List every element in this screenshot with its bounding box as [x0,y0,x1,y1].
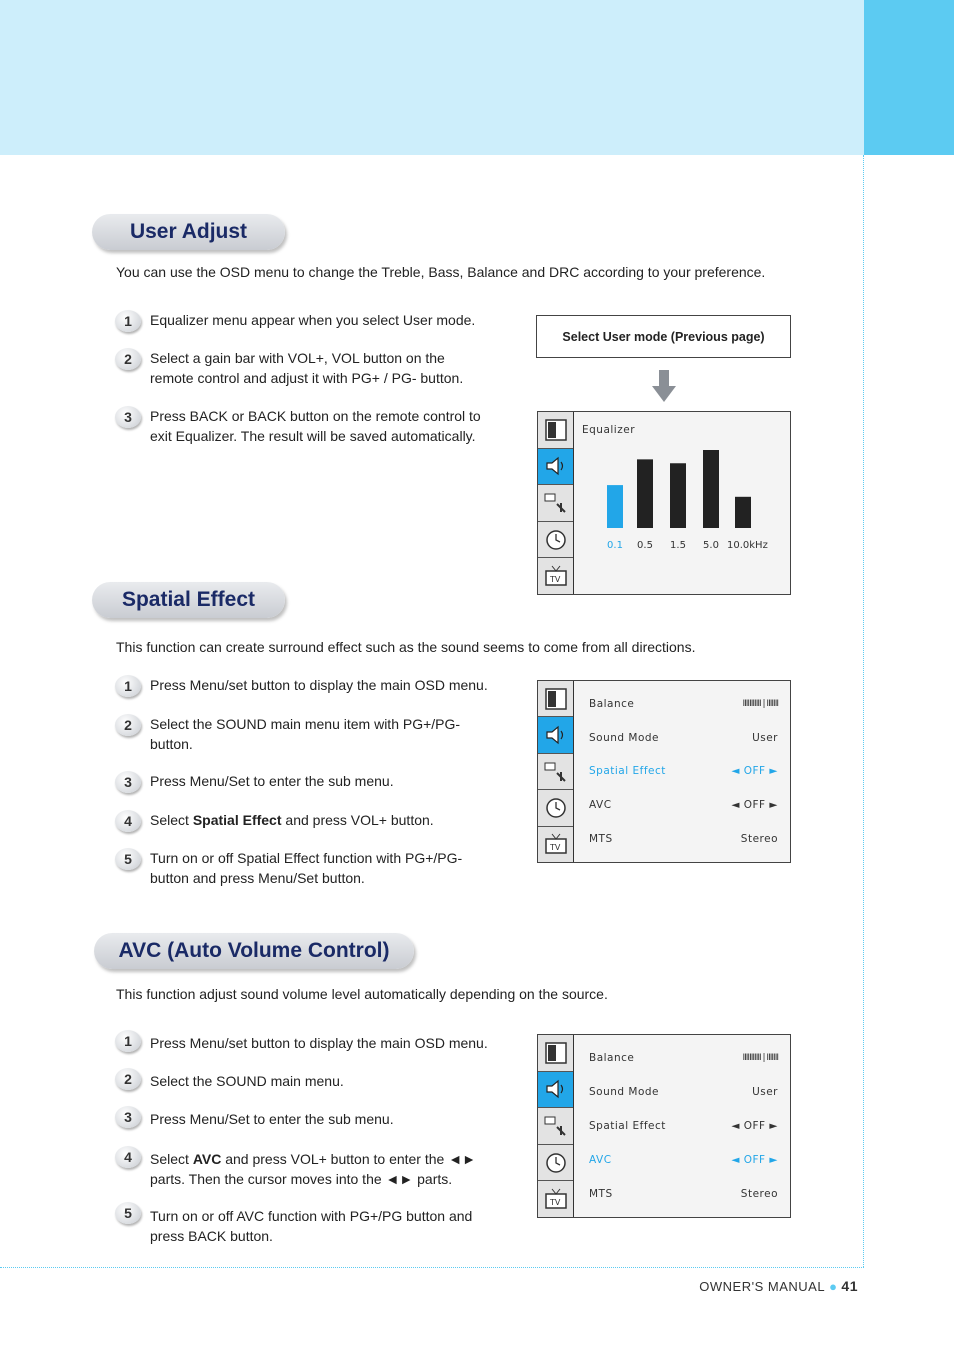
step-number: 3 [115,406,141,428]
step-text: Press Menu/set button to display the main OSD menu. [150,677,488,693]
osd-row-balance [575,698,790,710]
osd-menu-list [575,681,790,862]
osd-row-label: AVC [589,1154,612,1166]
step-item [115,1106,490,1129]
equalizer-bar[interactable] [670,463,686,528]
margin-divider [863,155,864,1267]
step-number: 5 [115,1202,141,1224]
step-item [115,771,490,793]
osd-avc-screen [537,1034,791,1218]
step-text [150,1149,480,1189]
osd-row-value: ◄ OFF ► [731,1154,778,1166]
osd-row-label: Sound Mode [589,1086,660,1098]
osd-row-value: ◄ OFF ► [731,765,778,778]
step-item [115,348,470,388]
balance-bar: IIIIIIIIIII | IIIIIII [742,1053,778,1063]
osd-row-label: AVC [589,799,612,812]
osd-row-sound-mode [575,732,790,744]
step-number: 2 [115,348,141,370]
step-number: 1 [115,1030,141,1052]
sound-icon [538,1072,573,1109]
osd-row-value: ◄ OFF ► [731,799,778,812]
step-number: 2 [115,714,141,736]
step-number: 3 [115,771,141,793]
arrow-down-icon [652,370,676,402]
osd-row-mts [575,833,790,845]
bullet-icon: ● [829,1279,838,1294]
step-item [115,810,490,832]
intro-avc: This function adjust sound volume level automatically depending on the source. [116,986,608,1002]
svg-text:TV: TV [549,1198,560,1208]
step-text-part: and press VOL+ button. [281,812,434,828]
osd-row-label: Sound Mode [589,731,660,744]
step-number: 4 [115,810,141,832]
osd-row-balance [575,1052,790,1064]
page-number: 41 [841,1278,858,1294]
step-item [115,310,490,332]
step-text-emphasis: AVC [192,1151,222,1167]
step-text-part: and press VOL+ button to enter the ◄► parts. Then the cursor moves into the ◄► parts. [150,1151,476,1187]
picture-icon [538,412,573,449]
osd-row-value: ◄ OFF ► [731,1120,778,1132]
section-heading-avc: AVC (Auto Volume Control) [94,933,414,969]
clock-icon [538,1145,573,1182]
picture-icon [538,681,573,717]
setup-tools-icon [538,1108,573,1145]
sound-icon [538,449,573,486]
step-text: Equalizer menu appear when you select User mode. [150,312,476,328]
step-text: Select the SOUND main menu. [150,1073,344,1089]
step-item [115,1068,490,1091]
osd-sidebar [538,412,574,594]
balance-bar: IIIIIIIIIII | IIIIIII [742,698,778,709]
osd-row-mts [575,1188,790,1200]
step-item [115,1146,480,1189]
osd-row-value: Stereo [740,833,778,846]
step-text: Press Menu/Set to enter the sub menu. [150,1111,394,1127]
step-number: 5 [115,848,141,870]
step-text: Turn on or off AVC function with PG+/PG button and press BACK button. [150,1208,473,1244]
svg-text:TV: TV [549,575,560,585]
step-text-part: Select [150,1151,193,1167]
picture-icon [538,1035,573,1072]
manual-label: OWNER'S MANUAL [699,1279,826,1294]
equalizer-band-label: 1.5 [670,540,686,551]
step-item [115,675,490,697]
step-text-part: Select [150,812,193,828]
step-item [115,848,465,888]
clock-icon [538,522,573,559]
step-item [115,1202,480,1246]
step-text: Press Menu/set button to display the main OSD menu. [150,1035,488,1051]
osd-row-avc [575,1154,790,1166]
footer-divider [0,1267,864,1268]
tv-icon [538,558,573,594]
osd-row-label: Balance [589,697,635,710]
equalizer-band-label: 5.0 [703,540,719,551]
step-number: 3 [115,1106,141,1128]
intro-spatial-effect: This function can create surround effect such as the sound seems to come from all directions. [116,639,696,655]
tv-icon [538,827,573,862]
note-box: Select User mode (Previous page) [536,315,791,358]
step-text: Press BACK or BACK button on the remote control to exit Equalizer. The result will be saved automatically. [150,408,481,444]
header-band [0,0,864,155]
step-number: 1 [115,310,141,332]
equalizer-title: Equalizer [582,424,636,436]
step-text: Turn on or off Spatial Effect function with PG+/PG- button and press Menu/Set button. [150,850,463,886]
step-number: 4 [115,1146,141,1168]
step-text: Select the SOUND main menu item with PG+/PG- button. [150,716,461,752]
step-number: 2 [115,1068,141,1090]
osd-row-avc [575,799,790,811]
equalizer-bar[interactable] [735,497,751,528]
osd-row-value: User [752,731,778,744]
equalizer-band-label: 0.5 [637,540,653,551]
osd-row-label: Balance [589,1052,635,1064]
header-tab [864,0,954,155]
section-heading-spatial-effect: Spatial Effect [92,582,285,618]
svg-text:TV: TV [549,843,560,853]
step-text: Press Menu/Set to enter the sub menu. [150,773,394,789]
osd-row-label: Spatial Effect [589,1120,666,1132]
osd-row-value: Stereo [740,1188,778,1200]
tv-icon [538,1181,573,1217]
equalizer-bar[interactable] [637,459,653,528]
osd-row-label: MTS [589,1188,613,1200]
osd-equalizer-screen [537,411,791,595]
setup-tools-icon [538,754,573,790]
equalizer-chart [575,442,791,590]
step-text: Select a gain bar with VOL+, VOL button on the remote control and adjust it with PG+ / PG- button. [150,350,464,386]
osd-sidebar [538,681,574,862]
osd-sidebar [538,1035,574,1217]
step-text-emphasis: Spatial Effect [192,812,282,828]
osd-spatial-screen [537,680,791,863]
equalizer-bar[interactable] [703,450,719,528]
osd-row-spatial-effect [575,1120,790,1132]
osd-menu-list [575,1035,790,1217]
equalizer-band-label: 0.1 [607,540,623,551]
page-footer [699,1278,858,1294]
step-item [115,714,465,754]
step-item [115,406,495,446]
osd-row-value: User [752,1086,778,1098]
osd-row-spatial-effect [575,765,790,777]
section-heading-user-adjust: User Adjust [92,214,285,250]
intro-user-adjust: You can use the OSD menu to change the Treble, Bass, Balance and DRC according to your preference. [116,264,766,280]
setup-tools-icon [538,485,573,522]
equalizer-bar[interactable] [607,485,623,528]
step-text [150,810,490,830]
step-number: 1 [115,675,141,697]
clock-icon [538,790,573,826]
osd-row-sound-mode [575,1086,790,1098]
equalizer-band-label: 10.0kHz [727,540,768,551]
sound-icon [538,717,573,753]
step-item [115,1030,490,1053]
osd-row-label: Spatial Effect [589,765,666,778]
osd-row-label: MTS [589,833,613,846]
